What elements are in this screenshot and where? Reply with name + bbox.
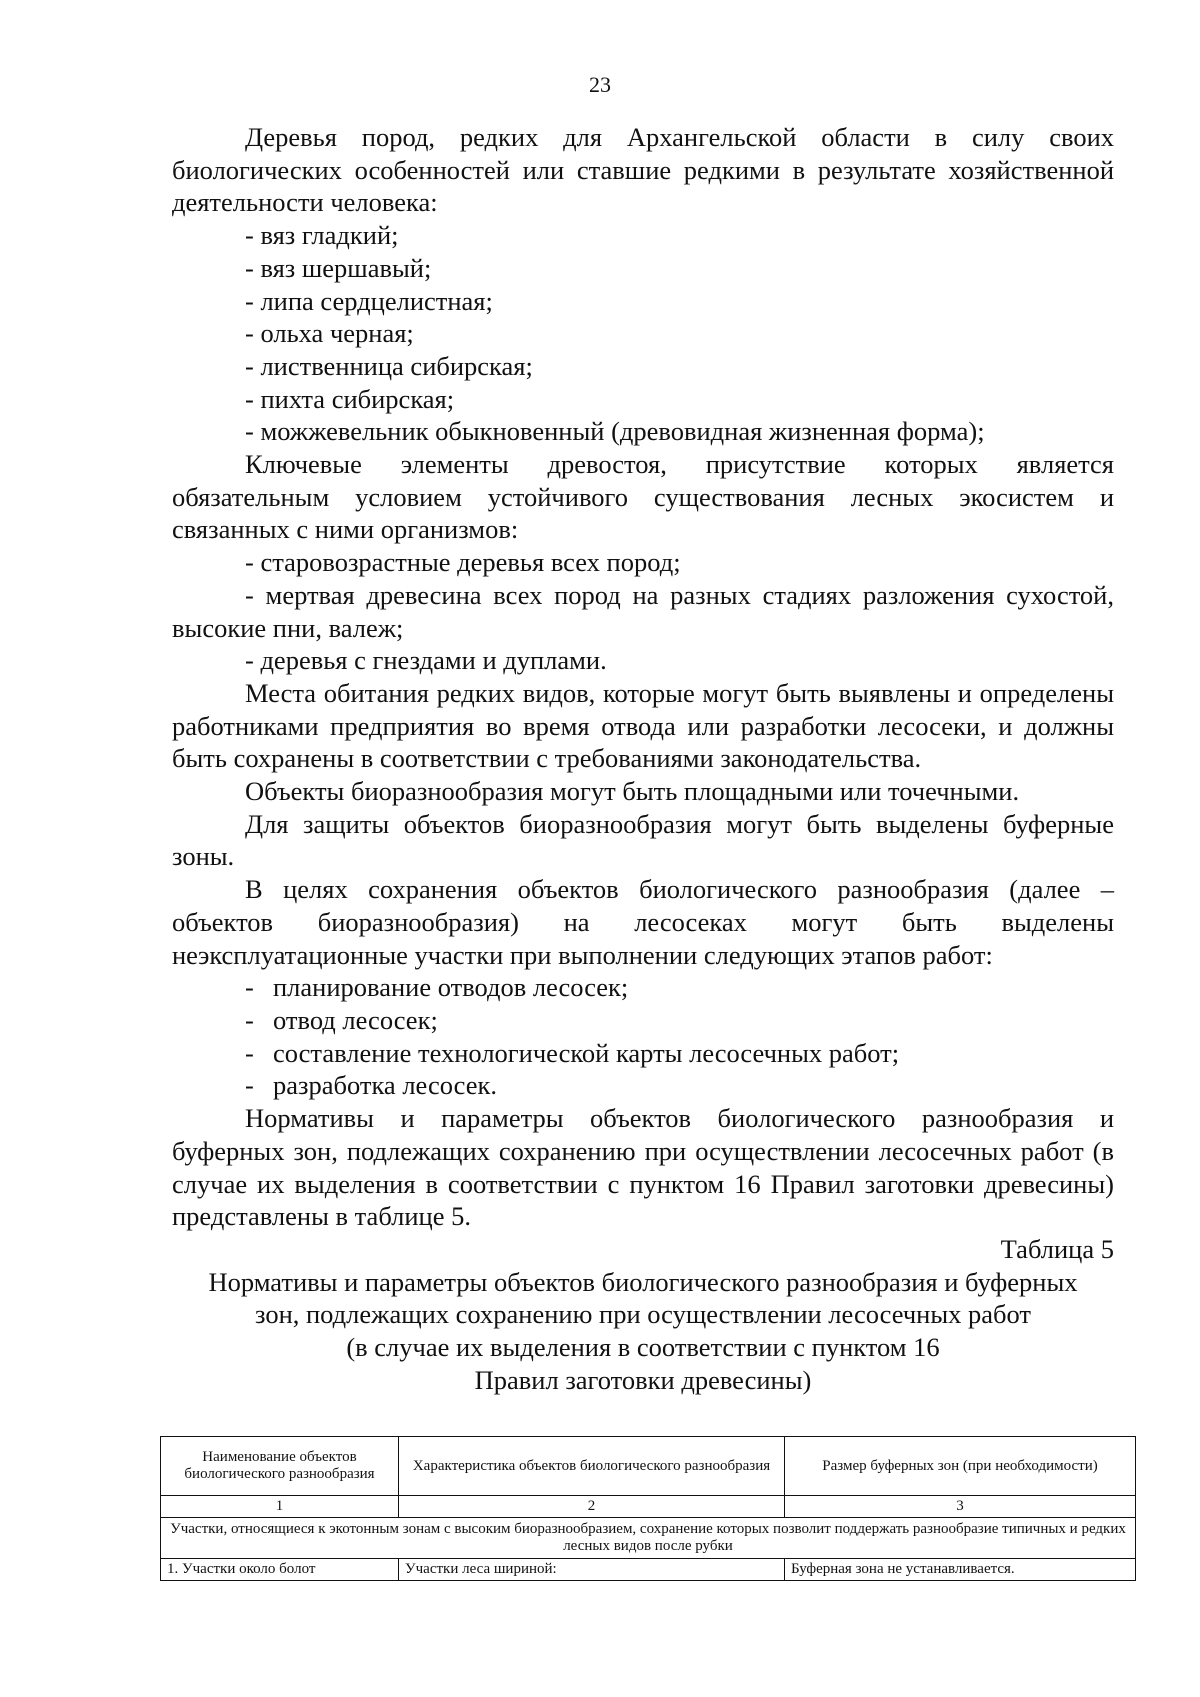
list-item-work-stage <box>172 1004 1114 1037</box>
list-item-rare-tree: - пихта сибирская; <box>245 383 455 414</box>
table-column-number: 3 <box>785 1496 1136 1518</box>
page-number: 23 <box>589 72 611 97</box>
biodiversity-table <box>160 1436 1136 1581</box>
list-item-rare-tree: - лиственница сибирская; <box>245 350 533 381</box>
document-body <box>172 121 1114 1396</box>
list-item-key-element: - мертвая древесина всех пород на разных стадиях разложения сухостой, высокие пни, валеж; <box>172 579 1114 643</box>
table-column-number: 1 <box>161 1496 399 1518</box>
list-dash: - <box>245 1070 254 1101</box>
list-item-work-stage <box>172 1037 1114 1070</box>
paragraph-habitats: Места обитания редких видов, которые могут быть выявлены и определены работниками предприятия во время отвода или разработки лесосеки, и должны быть сохранены в соответствии с требованиями законодательства. <box>172 677 1114 774</box>
table-row <box>161 1559 1136 1581</box>
list-item-rare-tree: - ольха черная; <box>245 318 414 349</box>
list-item-work-stage <box>172 1069 1114 1102</box>
table-header-cell: Характеристика объектов биологического разнообразия <box>399 1437 785 1496</box>
list-dash: - <box>245 1004 254 1035</box>
list-dash: - <box>245 972 254 1003</box>
list-item-text: разработка лесосек. <box>273 1070 497 1101</box>
list-item-work-stage <box>172 971 1114 1004</box>
table-title-line: (в случае их выделения в соответствии с пунктом 16 <box>346 1332 940 1363</box>
table-title-line: Правил заготовки древесины) <box>474 1364 812 1395</box>
table-title-line: Нормативы и параметры объектов биологического разнообразия и буферных <box>208 1266 1078 1297</box>
table-group-cell: Участки, относящиеся к экотонным зонам с высоким биоразнообразием, сохранение которых позволит поддержать разнообразие типичных и редких лесных видов после рубки <box>161 1518 1136 1559</box>
table-group-row <box>161 1518 1136 1559</box>
paragraph-object-types: Объекты биоразнообразия могут быть площадными или точечными. <box>245 776 1020 807</box>
list-item-rare-tree: - можжевельник обыкновенный (древовидная жизненная форма); <box>245 416 985 447</box>
table-cell: Буферная зона не устанавливается. <box>785 1559 1136 1581</box>
paragraph-table-reference: Нормативы и параметры объектов биологического разнообразия и буферных зон, подлежащих сохранению при осуществлении лесосечных работ (в случае их выделения в соответствии с пунктом 16 Правил заготовки древесины) представлены в таблице 5. <box>172 1103 1114 1232</box>
list-item-text: отвод лесосек; <box>273 1004 438 1035</box>
paragraph-rare-trees-intro: Деревья пород, редких для Архангельской области в силу своих биологических особенностей или ставшие редкими в результате хозяйственной деятельности человека: <box>172 122 1114 218</box>
table-column-number: 2 <box>399 1496 785 1518</box>
table-header-cell: Размер буферных зон (при необходимости) <box>785 1437 1136 1496</box>
table-cell: 1. Участки около болот <box>161 1559 399 1581</box>
paragraph-work-stages-intro: В целях сохранения объектов биологического разнообразия (далее – объектов биоразнообразия) на лесосеках могут быть выделены неэксплуатационные участки при выполнении следующих этапов работ: <box>172 874 1114 970</box>
list-item-text: составление технологической карты лесосечных работ; <box>273 1037 900 1068</box>
list-item-text: планирование отводов лесосек; <box>273 972 629 1003</box>
table-header-row <box>161 1437 1136 1496</box>
list-item-rare-tree: - вяз гладкий; <box>245 220 399 251</box>
list-item-rare-tree: - вяз шершавый; <box>245 252 432 283</box>
table-column-number-row <box>161 1496 1136 1518</box>
paragraph-buffer-zones: Для защиты объектов биоразнообразия могут быть выделены буферные зоны. <box>172 808 1114 872</box>
list-dash: - <box>245 1037 254 1068</box>
table-label: Таблица 5 <box>1000 1233 1114 1264</box>
paragraph-key-elements-intro: Ключевые элементы древостоя, присутствие которых является обязательным условием устойчивого существования лесных экосистем и связанных с ними организмов: <box>172 449 1114 545</box>
table-title <box>172 1266 1114 1397</box>
table-cell: Участки леса шириной: <box>399 1559 785 1581</box>
list-item-key-element: - старовозрастные деревья всех пород; <box>245 547 681 578</box>
list-item-rare-tree: - липа сердцелистная; <box>245 285 493 316</box>
list-item-key-element: - деревья с гнездами и дуплами. <box>245 645 607 676</box>
table-title-line: зон, подлежащих сохранению при осуществлении лесосечных работ <box>255 1299 1031 1330</box>
table-header-cell: Наименование объектов биологического разнообразия <box>161 1437 399 1496</box>
